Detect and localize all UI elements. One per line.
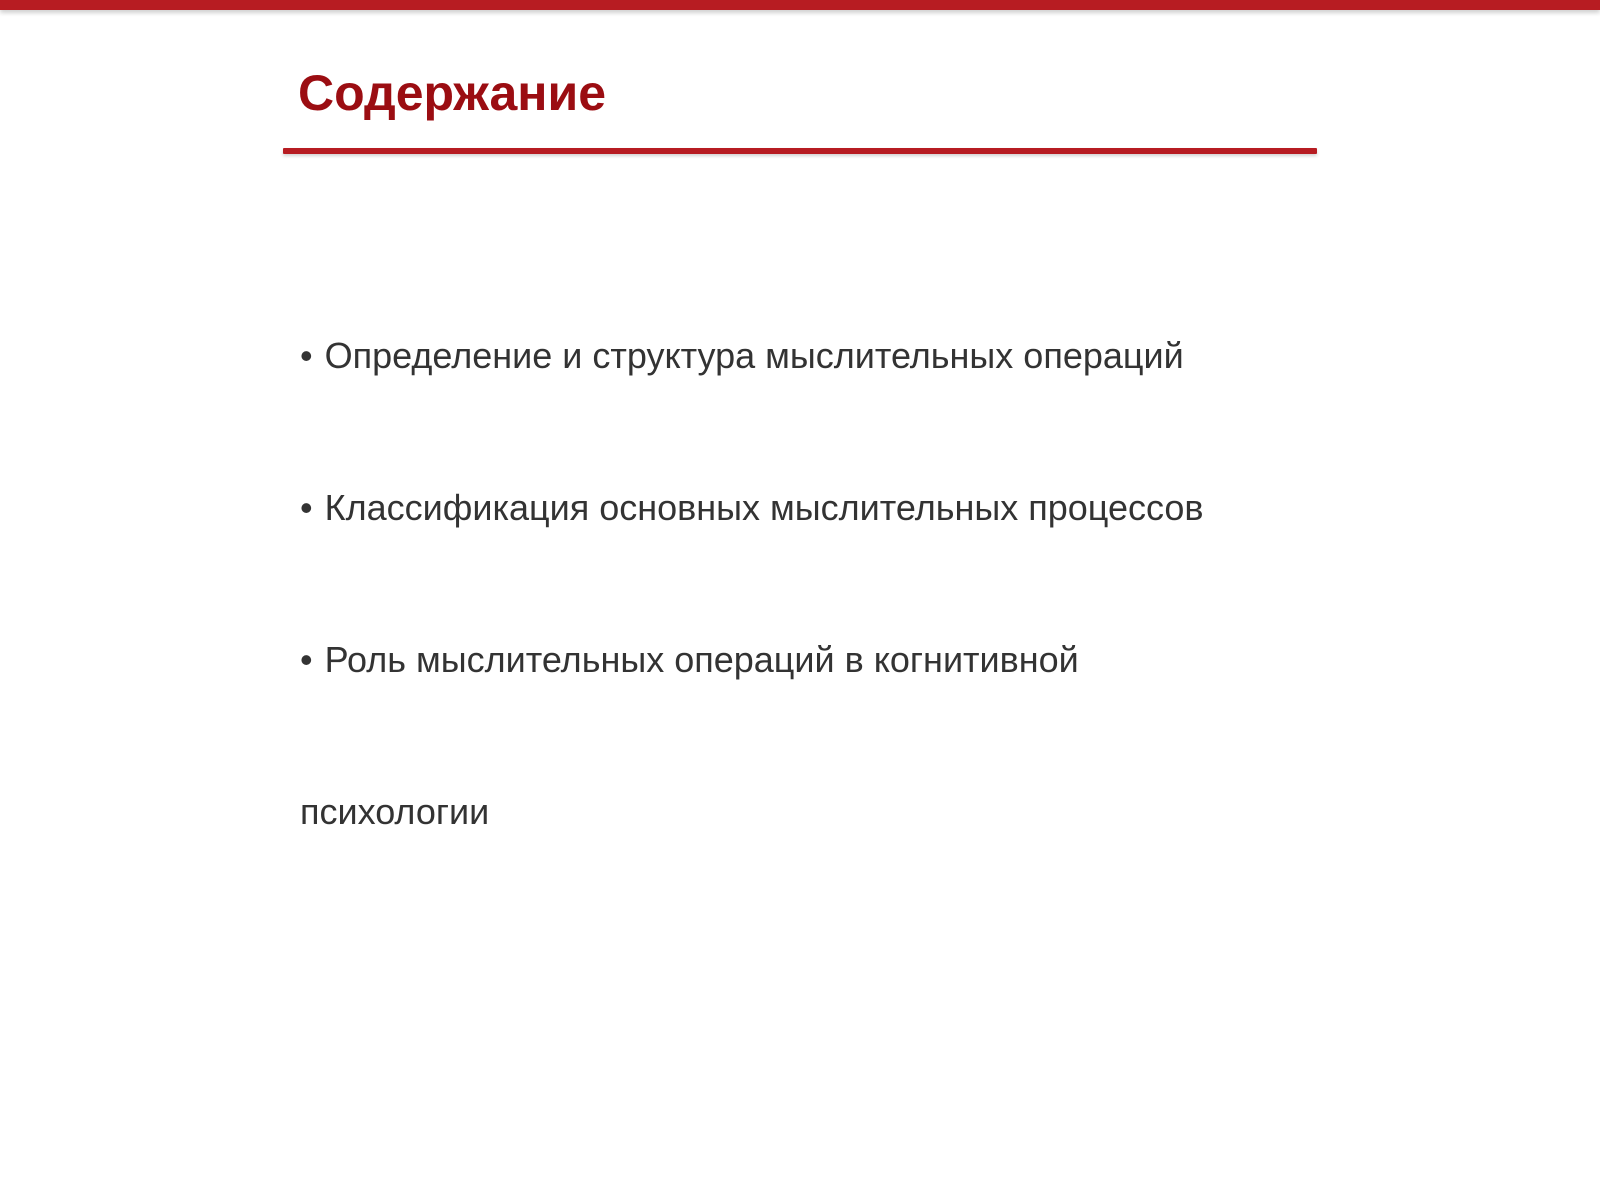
list-item [300, 584, 1320, 888]
list-item [300, 280, 1320, 432]
list-item-text: Роль мыслительных операций в когнитивной [324, 639, 1079, 680]
slide-title: Содержание [298, 65, 607, 121]
bullet-marker: • [300, 487, 313, 528]
list-item-text: Определение и структура мыслительных операций [324, 335, 1184, 376]
bullet-marker: • [300, 335, 313, 376]
top-accent-bar [0, 0, 1600, 10]
list-item-continuation: психологии [300, 791, 490, 832]
content-list [300, 280, 1320, 888]
list-item-text: Классификация основных мыслительных процессов [324, 487, 1204, 528]
bullet-marker: • [300, 639, 313, 680]
title-underline [283, 148, 1317, 154]
list-item [300, 432, 1320, 584]
